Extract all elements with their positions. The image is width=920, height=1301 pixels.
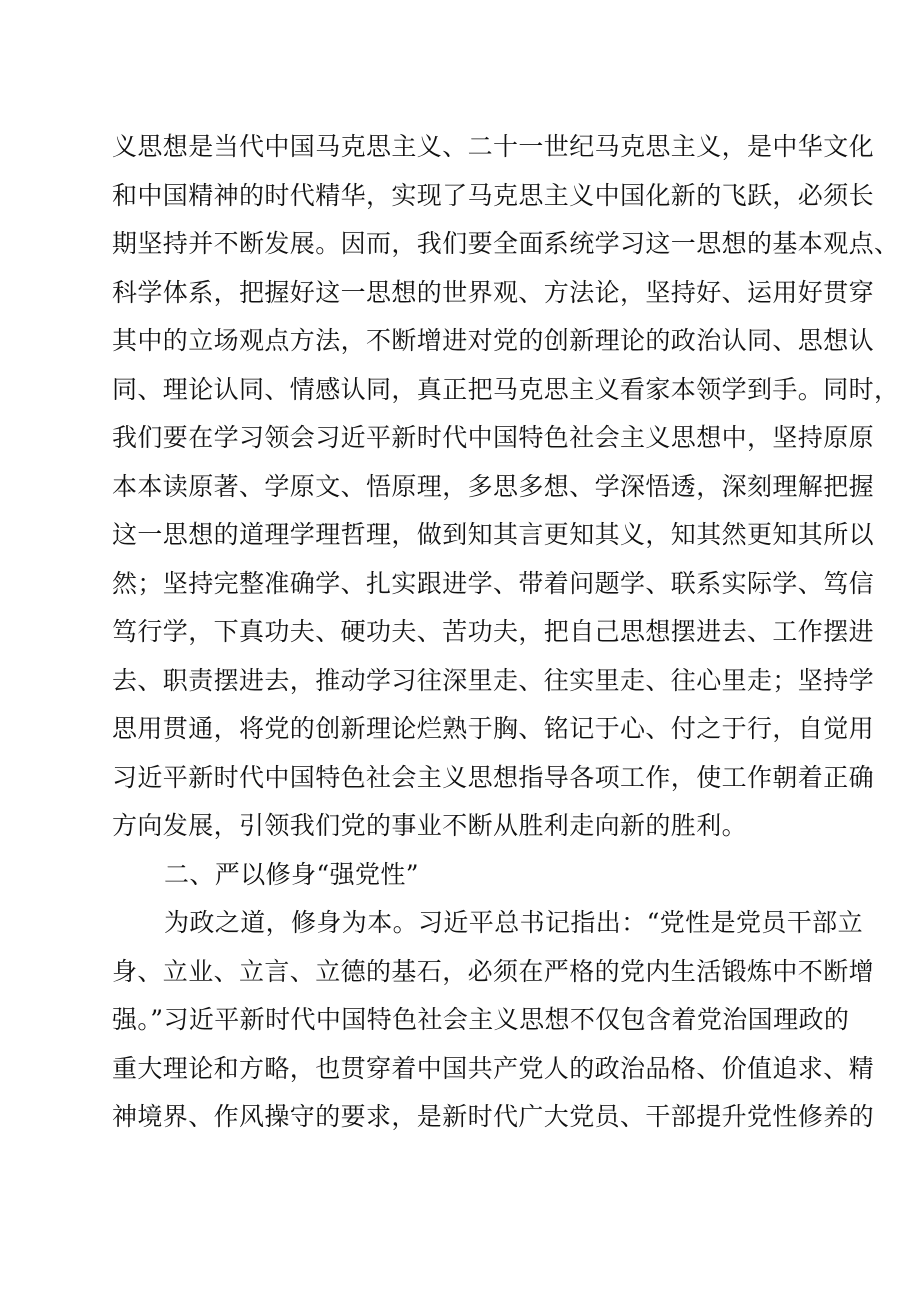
text-line: 科学体系，把握好这一思想的世界观、方法论，坚持好、运用好贯穿 <box>112 277 875 307</box>
text-line: 身、立业、立言、立德的基石，必须在严格的党内生活锻炼中不断增 <box>112 956 875 986</box>
text-line: 和中国精神的时代精华，实现了马克思主义中国化新的飞跃，必须长 <box>112 180 875 210</box>
text-line: 思用贯通，将党的创新理论烂熟于胸、铭记于心、付之于行，自觉用 <box>112 714 875 743</box>
text-line: 强。”习近平新时代中国特色社会主义思想不仅包含着党治国理政的 <box>112 1005 850 1034</box>
paragraph-first-line: 为政之道，修身为本。习近平总书记指出：“党性是党员干部立 <box>164 908 863 937</box>
text-line: 义思想是当代中国马克思主义、二十一世纪马克思主义，是中华文化 <box>112 132 875 161</box>
text-line: 重大理论和方略，也贯穿着中国共产党人的政治品格、价值追求、精 <box>112 1053 875 1083</box>
text-line: 然；坚持完整准确学、扎实跟进学、带着问题学、联系实际学、笃信 <box>112 568 875 598</box>
text-line: 这一思想的道理学理哲理，做到知其言更知其义，知其然更知其所以 <box>112 520 875 549</box>
text-line: 去、职责摆进去，推动学习往深里走、往实里走、往心里走；坚持学 <box>112 665 875 695</box>
text-line: 笃行学，下真功夫、硬功夫、苦功夫，把自己思想摆进去、工作摆进 <box>112 617 875 646</box>
text-line: 习近平新时代中国特色社会主义思想指导各项工作，使工作朝着正确 <box>112 762 875 792</box>
text-line: 同、理论认同、情感认同，真正把马克思主义看家本领学到手。同时， <box>112 374 900 404</box>
text-line: 方向发展，引领我们党的事业不断从胜利走向新的胜利。 <box>112 811 748 840</box>
section-heading: 二、严以修身“强党性” <box>164 859 419 889</box>
text-line: 期坚持并不断发展。因而，我们要全面系统学习这一思想的基本观点、 <box>112 229 900 258</box>
body-text <box>112 132 900 1151</box>
text-line: 其中的立场观点方法，不断增进对党的创新理论的政治认同、思想认 <box>112 326 875 355</box>
text-line: 神境界、作风操守的要求，是新时代广大党员、干部提升党性修养的 <box>112 1102 875 1131</box>
text-line: 我们要在学习领会习近平新时代中国特色社会主义思想中，坚持原原 <box>112 423 875 452</box>
text-line: 本本读原著、学原文、悟原理，多思多想、学深悟透，深刻理解把握 <box>112 471 875 501</box>
